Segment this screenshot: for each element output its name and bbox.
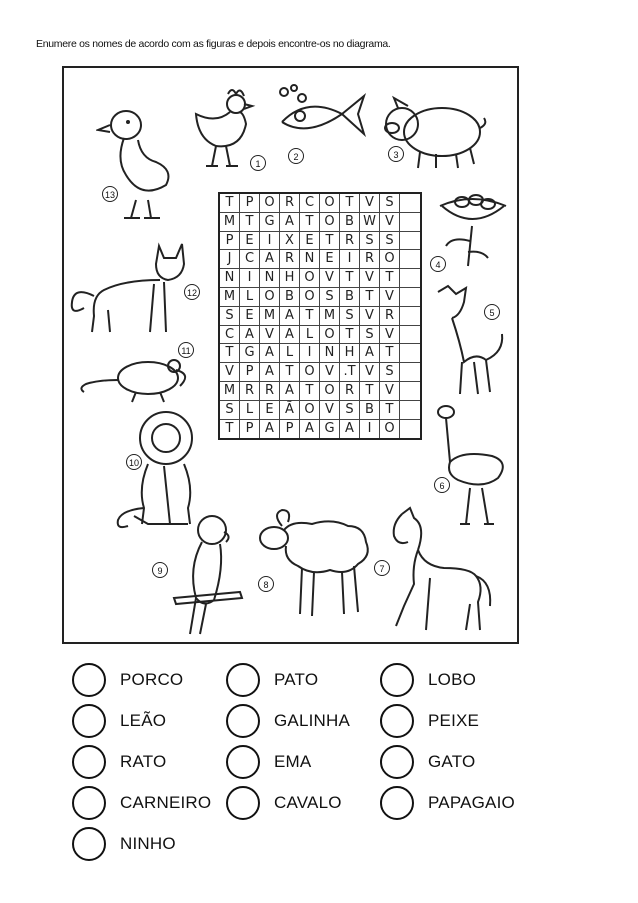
grid-cell[interactable]: V xyxy=(220,363,240,382)
grid-cell[interactable]: L xyxy=(280,344,300,363)
grid-cell[interactable]: O xyxy=(260,288,280,307)
grid-cell[interactable]: C xyxy=(220,326,240,345)
grid-cell[interactable]: T xyxy=(360,382,380,401)
grid-cell[interactable]: A xyxy=(260,250,280,269)
grid-cell[interactable]: T xyxy=(220,344,240,363)
grid-cell[interactable]: T xyxy=(380,344,400,363)
grid-cell[interactable]: V xyxy=(320,269,340,288)
grid-cell[interactable]: T xyxy=(300,213,320,232)
grid-cell[interactable]: T xyxy=(320,232,340,251)
grid-cell[interactable]: T xyxy=(220,194,240,213)
picture-number-11: 11 xyxy=(178,342,194,358)
grid-cell[interactable]: S xyxy=(380,363,400,382)
word-label: LEÃO xyxy=(120,711,167,730)
grid-cell[interactable] xyxy=(400,420,420,439)
grid-cell[interactable]: A xyxy=(340,420,360,439)
grid-cell[interactable]: S xyxy=(360,232,380,251)
sheep-drawing xyxy=(252,506,376,622)
grid-cell[interactable]: A xyxy=(280,307,300,326)
picture-number-9: 9 xyxy=(152,562,168,578)
grid-cell[interactable]: I xyxy=(360,420,380,439)
grid-cell[interactable]: I xyxy=(260,232,280,251)
grid-cell[interactable]: B xyxy=(280,288,300,307)
word-label: GALINHA xyxy=(274,711,351,730)
grid-cell[interactable]: V xyxy=(360,269,380,288)
grid-cell[interactable]: R xyxy=(280,194,300,213)
grid-cell[interactable]: P xyxy=(240,194,260,213)
rat-drawing xyxy=(76,348,198,408)
word-label: PATO xyxy=(274,670,319,689)
grid-cell[interactable]: I xyxy=(340,250,360,269)
grid-cell[interactable]: O xyxy=(380,250,400,269)
grid-cell[interactable]: V xyxy=(360,307,380,326)
word-label: CAVALO xyxy=(274,793,342,812)
cat-drawing xyxy=(64,236,194,336)
grid-cell[interactable]: P xyxy=(240,363,260,382)
grid-cell[interactable] xyxy=(400,213,420,232)
word-search-grid xyxy=(218,192,422,440)
grid-cell[interactable]: O xyxy=(320,213,340,232)
grid-cell[interactable] xyxy=(400,288,420,307)
grid-cell[interactable]: T xyxy=(240,213,260,232)
grid-cell[interactable]: G xyxy=(260,213,280,232)
grid-cell[interactable]: N xyxy=(260,269,280,288)
grid-cell[interactable]: Ã xyxy=(280,401,300,420)
grid-cell[interactable]: O xyxy=(320,382,340,401)
grid-cell[interactable]: R xyxy=(280,250,300,269)
grid-cell[interactable]: C xyxy=(300,194,320,213)
answer-circle[interactable] xyxy=(226,663,260,697)
grid-cell[interactable]: G xyxy=(240,344,260,363)
word-label: CARNEIRO xyxy=(120,793,212,812)
grid-cell[interactable]: R xyxy=(260,382,280,401)
word-item-gato xyxy=(380,744,475,780)
grid-cell[interactable]: I xyxy=(240,269,260,288)
grid-cell[interactable]: A xyxy=(260,344,280,363)
grid-cell[interactable] xyxy=(400,363,420,382)
grid-cell[interactable]: E xyxy=(240,307,260,326)
grid-cell[interactable]: L xyxy=(240,288,260,307)
word-label: PEIXE xyxy=(428,711,480,730)
grid-cell[interactable]: S xyxy=(360,326,380,345)
grid-cell[interactable]: R xyxy=(240,382,260,401)
answer-circle[interactable] xyxy=(72,786,106,820)
grid-cell[interactable]: L xyxy=(240,401,260,420)
word-label: NINHO xyxy=(120,834,176,853)
picture-number-5: 5 xyxy=(484,304,500,320)
fish-drawing xyxy=(272,84,372,144)
grid-cell[interactable]: V xyxy=(380,213,400,232)
grid-cell[interactable]: V xyxy=(320,401,340,420)
grid-cell[interactable]: V xyxy=(360,363,380,382)
grid-cell[interactable] xyxy=(400,307,420,326)
grid-cell[interactable] xyxy=(400,382,420,401)
word-item-leao xyxy=(72,703,166,739)
grid-cell[interactable]: R xyxy=(340,382,360,401)
grid-cell[interactable] xyxy=(400,250,420,269)
grid-cell[interactable]: O xyxy=(300,269,320,288)
grid-cell[interactable]: N xyxy=(300,250,320,269)
word-label: PORCO xyxy=(120,670,184,689)
grid-cell[interactable]: O xyxy=(260,194,280,213)
answer-circle[interactable] xyxy=(72,704,106,738)
grid-cell[interactable]: G xyxy=(320,420,340,439)
picture-number-7: 7 xyxy=(374,560,390,576)
grid-cell[interactable]: C xyxy=(240,250,260,269)
picture-number-8: 8 xyxy=(258,576,274,592)
grid-cell[interactable]: M xyxy=(260,307,280,326)
grid-cell[interactable]: T xyxy=(340,194,360,213)
grid-cell[interactable]: P xyxy=(220,232,240,251)
word-label: EMA xyxy=(274,752,312,771)
grid-cell[interactable]: W xyxy=(360,213,380,232)
picture-number-12: 12 xyxy=(184,284,200,300)
grid-cell[interactable]: M xyxy=(220,382,240,401)
answer-circle[interactable] xyxy=(380,663,414,697)
grid-cell[interactable]: I xyxy=(300,344,320,363)
grid-cell[interactable]: T xyxy=(340,326,360,345)
grid-cell[interactable]: T xyxy=(340,269,360,288)
picture-number-13: 13 xyxy=(102,186,118,202)
grid-cell[interactable]: R xyxy=(360,250,380,269)
grid-cell[interactable]: E xyxy=(300,232,320,251)
grid-cell[interactable]: J xyxy=(220,250,240,269)
word-label: RATO xyxy=(120,752,167,771)
grid-cell[interactable]: E xyxy=(240,232,260,251)
grid-cell[interactable]: V xyxy=(380,326,400,345)
word-item-peixe xyxy=(380,703,479,739)
parrot-drawing xyxy=(170,508,248,640)
grid-cell[interactable] xyxy=(400,269,420,288)
picture-number-2: 2 xyxy=(288,148,304,164)
word-item-rato xyxy=(72,744,166,780)
grid-cell[interactable]: T xyxy=(300,307,320,326)
grid-cell[interactable]: V xyxy=(380,382,400,401)
duck-drawing xyxy=(96,100,176,225)
grid-cell[interactable]: A xyxy=(260,420,280,439)
word-item-porco xyxy=(72,662,183,698)
grid-cell[interactable]: V xyxy=(360,194,380,213)
picture-number-4: 4 xyxy=(430,256,446,272)
grid-cell[interactable]: S xyxy=(220,401,240,420)
answer-circle[interactable] xyxy=(380,786,414,820)
answer-circle[interactable] xyxy=(226,745,260,779)
grid-cell[interactable]: L xyxy=(300,326,320,345)
grid-cell[interactable]: O xyxy=(300,288,320,307)
word-label: LOBO xyxy=(428,670,477,689)
grid-cell[interactable]: X xyxy=(280,232,300,251)
answer-circle[interactable] xyxy=(226,704,260,738)
grid-cell[interactable]: M xyxy=(320,307,340,326)
grid-cell[interactable]: O xyxy=(300,363,320,382)
grid-cell[interactable]: H xyxy=(280,269,300,288)
grid-cell[interactable] xyxy=(400,326,420,345)
word-label: GATO xyxy=(428,752,476,771)
grid-cell[interactable]: T xyxy=(380,269,400,288)
grid-cell[interactable]: S xyxy=(380,194,400,213)
grid-cell[interactable]: .T xyxy=(340,363,360,382)
wolf-drawing xyxy=(426,282,510,402)
answer-circle[interactable] xyxy=(72,663,106,697)
answer-circle[interactable] xyxy=(380,745,414,779)
grid-cell[interactable]: T xyxy=(220,420,240,439)
grid-cell[interactable]: E xyxy=(320,250,340,269)
grid-cell[interactable] xyxy=(400,194,420,213)
grid-cell[interactable]: R xyxy=(380,307,400,326)
picture-number-6: 6 xyxy=(434,477,450,493)
grid-cell[interactable]: A xyxy=(300,420,320,439)
grid-cell[interactable]: A xyxy=(280,326,300,345)
word-item-galinha xyxy=(226,703,350,739)
grid-cell[interactable]: T xyxy=(300,382,320,401)
grid-cell[interactable]: P xyxy=(280,420,300,439)
word-item-ema xyxy=(226,744,311,780)
grid-cell[interactable]: A xyxy=(280,213,300,232)
grid-cell[interactable]: V xyxy=(260,326,280,345)
grid-cell[interactable]: B xyxy=(340,213,360,232)
answer-circle[interactable] xyxy=(226,786,260,820)
grid-cell[interactable]: O xyxy=(380,420,400,439)
grid-cell[interactable]: R xyxy=(340,232,360,251)
word-label: PAPAGAIO xyxy=(428,793,515,812)
picture-number-3: 3 xyxy=(388,146,404,162)
instruction-text: Enumere os nomes de acordo com as figuras e depois encontre-os no diagrama. xyxy=(36,38,391,50)
grid-cell[interactable]: O xyxy=(320,326,340,345)
grid-cell[interactable]: S xyxy=(320,288,340,307)
answer-circle[interactable] xyxy=(72,745,106,779)
grid-cell[interactable] xyxy=(400,401,420,420)
answer-circle[interactable] xyxy=(72,827,106,861)
grid-cell[interactable]: M xyxy=(220,213,240,232)
grid-cell[interactable]: V xyxy=(380,288,400,307)
word-item-ninho xyxy=(72,826,176,862)
grid-cell[interactable]: B xyxy=(340,288,360,307)
grid-cell[interactable]: B xyxy=(360,401,380,420)
grid-cell[interactable]: T xyxy=(360,288,380,307)
word-item-pato xyxy=(226,662,318,698)
grid-cell[interactable]: N xyxy=(320,344,340,363)
grid-cell[interactable]: T xyxy=(380,401,400,420)
grid-cell[interactable]: E xyxy=(260,401,280,420)
grid-cell[interactable]: S xyxy=(380,232,400,251)
grid-cell[interactable]: V xyxy=(320,363,340,382)
word-item-cavalo xyxy=(226,785,342,821)
grid-cell[interactable] xyxy=(400,232,420,251)
grid-cell[interactable]: S xyxy=(340,307,360,326)
grid-cell[interactable]: O xyxy=(300,401,320,420)
grid-cell[interactable]: A xyxy=(280,382,300,401)
word-item-papagaio xyxy=(380,785,515,821)
grid-cell[interactable]: O xyxy=(320,194,340,213)
grid-cell[interactable]: S xyxy=(220,307,240,326)
grid-cell[interactable] xyxy=(400,344,420,363)
grid-cell[interactable]: A xyxy=(360,344,380,363)
grid-cell[interactable]: A xyxy=(260,363,280,382)
horse-drawing xyxy=(374,506,498,636)
grid-cell[interactable]: N xyxy=(220,269,240,288)
grid-cell[interactable]: T xyxy=(280,363,300,382)
grid-cell[interactable]: A xyxy=(240,326,260,345)
grid-cell[interactable]: H xyxy=(340,344,360,363)
answer-circle[interactable] xyxy=(380,704,414,738)
word-item-lobo xyxy=(380,662,476,698)
grid-cell[interactable]: S xyxy=(340,401,360,420)
picture-number-10: 10 xyxy=(126,454,142,470)
grid-cell[interactable]: P xyxy=(240,420,260,439)
picture-number-1: 1 xyxy=(250,155,266,171)
grid-cell[interactable]: M xyxy=(220,288,240,307)
word-item-carneiro xyxy=(72,785,211,821)
